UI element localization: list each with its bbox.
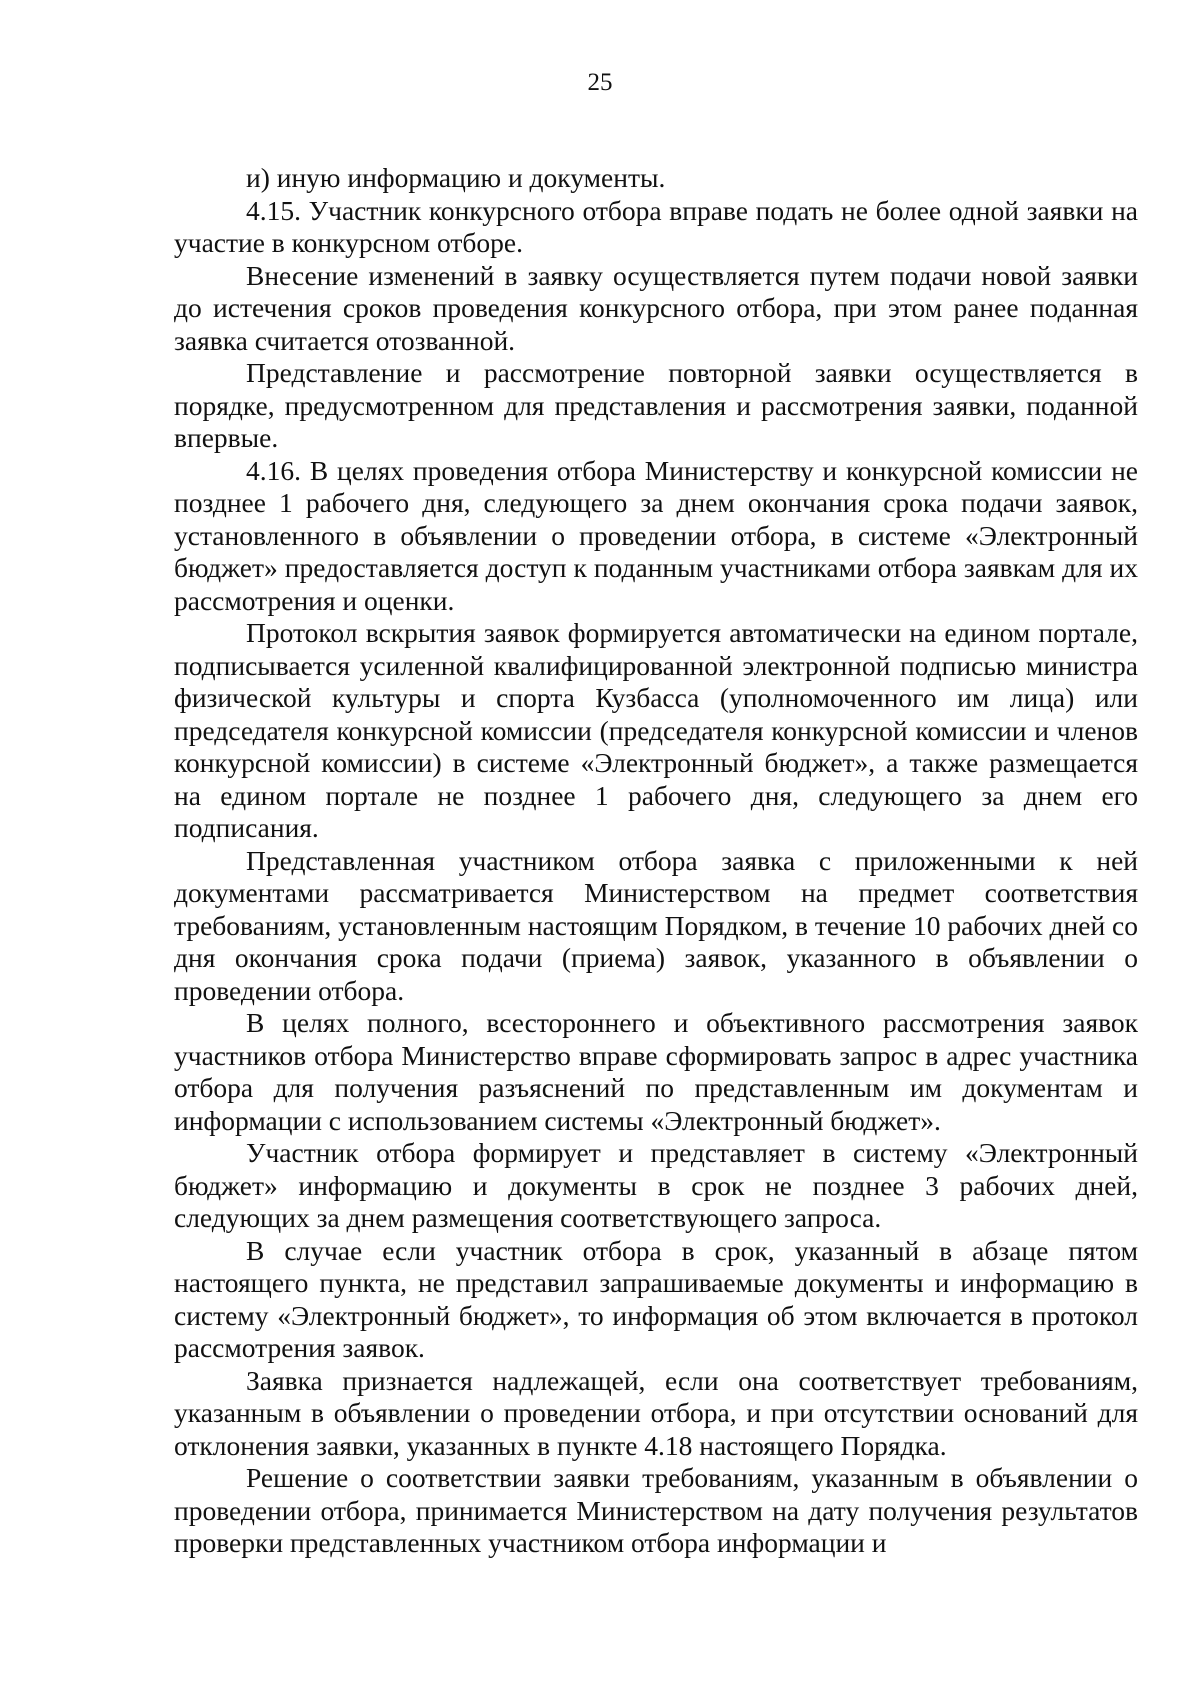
paragraph-4-16: 4.16. В целях проведения отбора Министерству и конкурсной комиссии не позднее 1 рабочего дня, следующего за днем окончания срока подачи заявок, установленного в объявлении о проведении отбора, в системе «Электронный бюджет» предоставляется доступ к поданным участниками отбора заявкам для их рассмотрения и оценки.: [174, 454, 1138, 616]
paragraph-review-period: Представленная участником отбора заявка с приложенными к ней документами рассматривается Министерством на предмет соответствия требованиям, установленным настоящим Порядком, в течение 10 рабочих дней со дня окончания срока подачи (приема) заявок, указанного в объявлении о проведении отбора.: [174, 844, 1138, 1006]
document-body: [174, 162, 1138, 1560]
page-number: 25: [587, 69, 613, 96]
paragraph-repeat-application: Представление и рассмотрение повторной заявки осуществляется в порядке, предусмотренном для представления и рассмотрения заявки, поданной впервые.: [174, 357, 1138, 453]
paragraph-clarification-request: В целях полного, всестороннего и объективного рассмотрения заявок участников отбора Министерство вправе сформировать запрос в адрес участника отбора для получения разъяснений по представленным им документам и информации с использованием системы «Электронный бюджет».: [174, 1007, 1138, 1136]
paragraph-missing-documents: В случае если участник отбора в срок, указанный в абзаце пятом настоящего пункта, не представил запрашиваемые документы и информацию в систему «Электронный бюджет», то информация об этом включается в протокол рассмотрения заявок.: [174, 1234, 1138, 1363]
paragraph-4-15: 4.15. Участник конкурсного отбора вправе подать не более одной заявки на участие в конкурсном отборе.: [174, 194, 1138, 258]
paragraph-item-i: и) иную информацию и документы.: [246, 162, 666, 193]
paragraph-amendments: Внесение изменений в заявку осуществляется путем подачи новой заявки до истечения сроков проведения конкурсного отбора, при этом ранее поданная заявка считается отозванной.: [174, 259, 1138, 356]
paragraph-proper-application: Заявка признается надлежащей, если она соответствует требованиям, указанным в объявлении о проведении отбора, и при отсутствии оснований для отклонения заявки, указанных в пункте 4.18 настоящего Порядка.: [174, 1364, 1138, 1461]
paragraph-opening-protocol: Протокол вскрытия заявок формируется автоматически на едином портале, подписывается усиленной квалифицированной электронной подписью министра физической культуры и спорта Кузбасса (уполномоченного им лица) или председателя конкурсной комиссии (председателя конкурсной комиссии и членов конкурсной комиссии) в системе «Электронный бюджет», а также размещается на едином портале не позднее 1 рабочего дня, следующего за днем его подписания.: [174, 617, 1138, 843]
paragraph-participant-response: Участник отбора формирует и представляет в систему «Электронный бюджет» информацию и документы в срок не позднее 3 рабочих дней, следующих за днем размещения соответствующего запроса.: [174, 1137, 1138, 1233]
paragraph-compliance-decision: Решение о соответствии заявки требованиям, указанным в объявлении о проведении отбора, принимается Министерством на дату получения результатов проверки представленных участником отбора информации и: [174, 1462, 1138, 1558]
